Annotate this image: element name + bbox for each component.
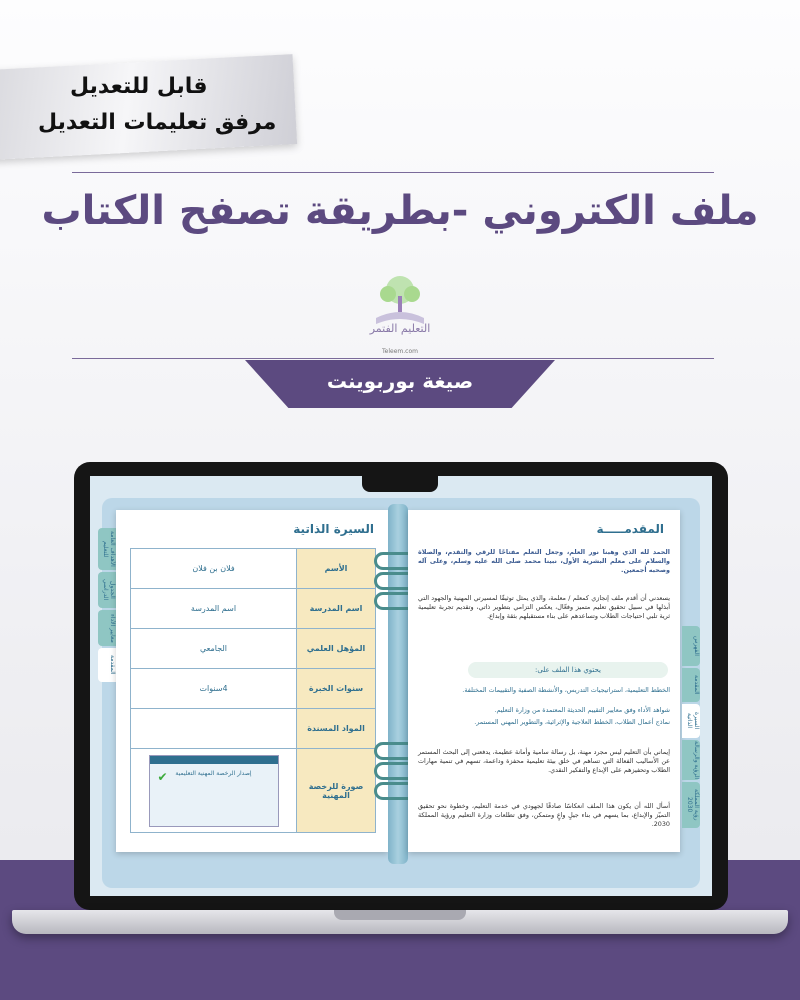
intro-paragraph: إيماني بأن التعليم ليس مجرد مهنة، بل رسالة سامية وأمانة عظيمة، يدفعني إلى البحث المستمر عن الأساليب الفعالة التي تساهم في خلق بيئة تعليمية محفزة وداعمة، تسهم في تنمية مهارات الطلاب وتحفيزهم على الإبداع والتفكير النقدي.: [418, 748, 670, 774]
camera-notch: [362, 470, 438, 492]
cv-key: اسم المدرسة: [297, 589, 376, 629]
cv-value: [131, 709, 297, 749]
cv-title: السيرة الذاتية: [293, 522, 374, 536]
tape-line-instructions: مرفق تعليمات التعديل: [38, 110, 277, 135]
check-icon: ✔: [157, 769, 168, 784]
cert-bar: [150, 756, 278, 764]
table-row: [131, 629, 376, 669]
tab-general-goals[interactable]: الأهداف العامة للتعليم: [98, 528, 116, 570]
laptop-screen: [90, 476, 712, 896]
cv-key: المؤهل العلمي: [297, 629, 376, 669]
divider-top: [72, 172, 714, 173]
tape-banner: [0, 54, 297, 160]
list-item: شواهد الأداء وفق معايير التقييم الحديثة المعتمدة من وزارة التعليم.: [494, 706, 670, 714]
cv-value: الجامعي: [131, 629, 297, 669]
intro-title: المقدمـــــة: [596, 522, 664, 536]
tab-vision-2030[interactable]: رؤية المملكة 2030: [682, 782, 700, 828]
cv-key: سنوات الخبرة: [297, 669, 376, 709]
page-title: ملف الكتروني -بطريقة تصفح الكتاب: [41, 188, 759, 234]
list-item: الخطط التعليمية، استراتيجيات التدريس، والأنشطة الصفية والتقييمات المختلفة.: [462, 686, 670, 694]
tab-intro-left[interactable]: المقدمة: [98, 648, 116, 682]
cv-key: الأسم: [297, 549, 376, 589]
cv-key: المواد المسندة: [297, 709, 376, 749]
tab-cv[interactable]: السيرة الذاتية: [682, 704, 700, 738]
logo-url: Teleem.com: [382, 348, 418, 355]
logo-text: التعليم الفتمر: [369, 322, 431, 335]
tab-standards[interactable]: معايير الأداء: [98, 610, 116, 646]
cert-title: إصدار الرخصة المهنية التعليمية: [175, 769, 252, 777]
intro-page: [408, 510, 680, 852]
cv-value: اسم المدرسة: [131, 589, 297, 629]
cv-page: [116, 510, 388, 852]
intro-opening: الحمد لله الذي وهبنا نور العلم، وجعل التعلم مفتاحًا للرقي والتقدم، والصلاة والسلام على معلم البشرية الأول، نبينا محمد صلى الله عليه وسلم، وعلى آله وصحبه أجمعين.: [418, 548, 670, 574]
table-row: [131, 669, 376, 709]
table-row: [131, 709, 376, 749]
intro-paragraph: يسعدني أن أقدم ملف إنجازي كمعلم / معلمة، والذي يمثل توثيقًا لمسيرتي المهنية والجهود التي أبذلها في سبيل تحقيق تعليم متميز وفعّال، يعكس التزامي بتطوير ذاتي، وتقديم تجربة تعليمية ثرية تلبي احتياجات الطلاب وتساعدهم على بناء مستقبلهم بثقة وإبداع.: [418, 594, 670, 620]
divider-bottom: [72, 358, 714, 359]
format-label: صيغة بوربوينت: [326, 369, 474, 393]
tab-schedule[interactable]: الجدول الدراسي: [98, 572, 116, 608]
tab-vision[interactable]: الرؤية والرسالة: [682, 740, 700, 780]
table-row: [131, 749, 376, 833]
cv-value: 4سنوات: [131, 669, 297, 709]
cv-value: [131, 749, 297, 833]
laptop-base-notch: [334, 910, 466, 920]
tab-intro[interactable]: المقدمة: [682, 668, 700, 702]
table-row: [131, 549, 376, 589]
license-image: [149, 755, 279, 827]
cv-table: [130, 548, 376, 833]
cv-key: صورة للرخصة المهنية: [297, 749, 376, 833]
tab-index[interactable]: الفهرس: [682, 626, 700, 666]
table-row: [131, 589, 376, 629]
intro-paragraph: أسأل الله أن يكون هذا الملف انعكاسًا صادقًا لجهودي في خدمة التعليم، وخطوة نحو تحقيق التميّز والإبداع، بما يسهم في بناء جيلٍ واعٍ ومتمكن، وفق تطلعات وزارة التعليم ورؤية المملكة 2030.: [418, 802, 670, 828]
list-item: نماذج أعمال الطلاب، الخطط العلاجية والإثرائية، والتطوير المهني المستمر.: [474, 718, 670, 726]
tree-logo-icon: [360, 268, 440, 358]
contains-label: يحتوي هذا الملف على:: [468, 662, 668, 678]
cv-value: فلان بن فلان: [131, 549, 297, 589]
tape-line-editable: قابل للتعديل: [70, 74, 208, 99]
